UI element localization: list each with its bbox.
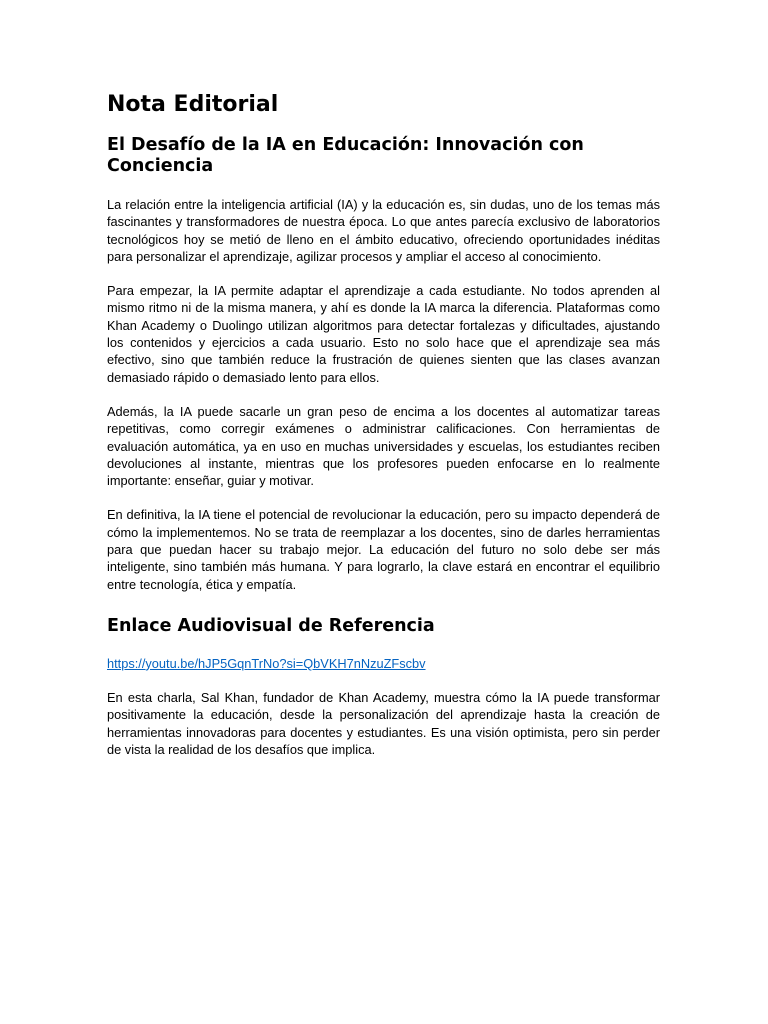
reference-description: En esta charla, Sal Khan, fundador de Khan Academy, muestra cómo la IA puede transformar positivamente la educación, desde la personalización del aprendizaje hasta la creación de herramientas innovadoras para docentes y estudiantes. Es una visión optimista, pero sin perder de vista la realidad de los desafíos que implica. xyxy=(107,689,660,757)
reference-link-line xyxy=(107,655,660,672)
document-title: Nota Editorial xyxy=(107,92,279,117)
paragraph-adaptive-learning: Para empezar, la IA permite adaptar el aprendizaje a cada estudiante. No todos aprenden al mismo ritmo ni de la misma manera, y ahí es donde la IA marca la diferencia. Plataformas como Khan Academy o Duolingo utilizan algoritmos para detectar fortalezas y dificultades, ajustando los contenidos y ejercicios a cada usuario. Esto no solo hace que el aprendizaje sea más efectivo, sino que también reduce la frustración de quienes sienten que las clases avanzan demasiado rápido o demasiado lento para ellos. xyxy=(107,283,660,385)
article-title: El Desafío de la IA en Educación: Innovación con Conciencia xyxy=(107,135,584,176)
paragraph-intro: La relación entre la inteligencia artificial (IA) y la educación es, sin dudas, uno de los temas más fascinantes y transformadores de nuestra época. Lo que antes parecía exclusivo de laboratorios tecnológicos hoy se metió de lleno en el ámbito educativo, ofreciendo oportunidades inéditas para personalizar el aprendizaje, agilizar procesos y ampliar el acceso al conocimiento. xyxy=(107,197,660,264)
reference-heading: Enlace Audiovisual de Referencia xyxy=(107,615,435,636)
paragraph-teacher-automation: Además, la IA puede sacarle un gran peso de encima a los docentes al automatizar tareas repetitivas, como corregir exámenes o administrar calificaciones. Con herramientas de evaluación automática, ya en uso en muchas universidades y escuelas, los estudiantes reciben devoluciones al instante, mientras que los profesores pueden enfocarse en lo realmente importante: enseñar, guiar y motivar. xyxy=(107,403,660,489)
document-body xyxy=(107,88,660,758)
paragraph-conclusion: En definitiva, la IA tiene el potencial de revolucionar la educación, pero su impacto dependerá de cómo la implementemos. No se trata de reemplazar a los docentes, sino de darles herramientas para que puedan hacer su trabajo mejor. La educación del futuro no solo debe ser más inteligente, sino también más humana. Y para lograrlo, la clave estará en encontrar el equilibrio entre tecnología, ética y empatía. xyxy=(107,507,660,592)
video-link[interactable]: https://youtu.be/hJP5GqnTrNo?si=QbVKH7nNzuZFscbv xyxy=(107,655,426,671)
